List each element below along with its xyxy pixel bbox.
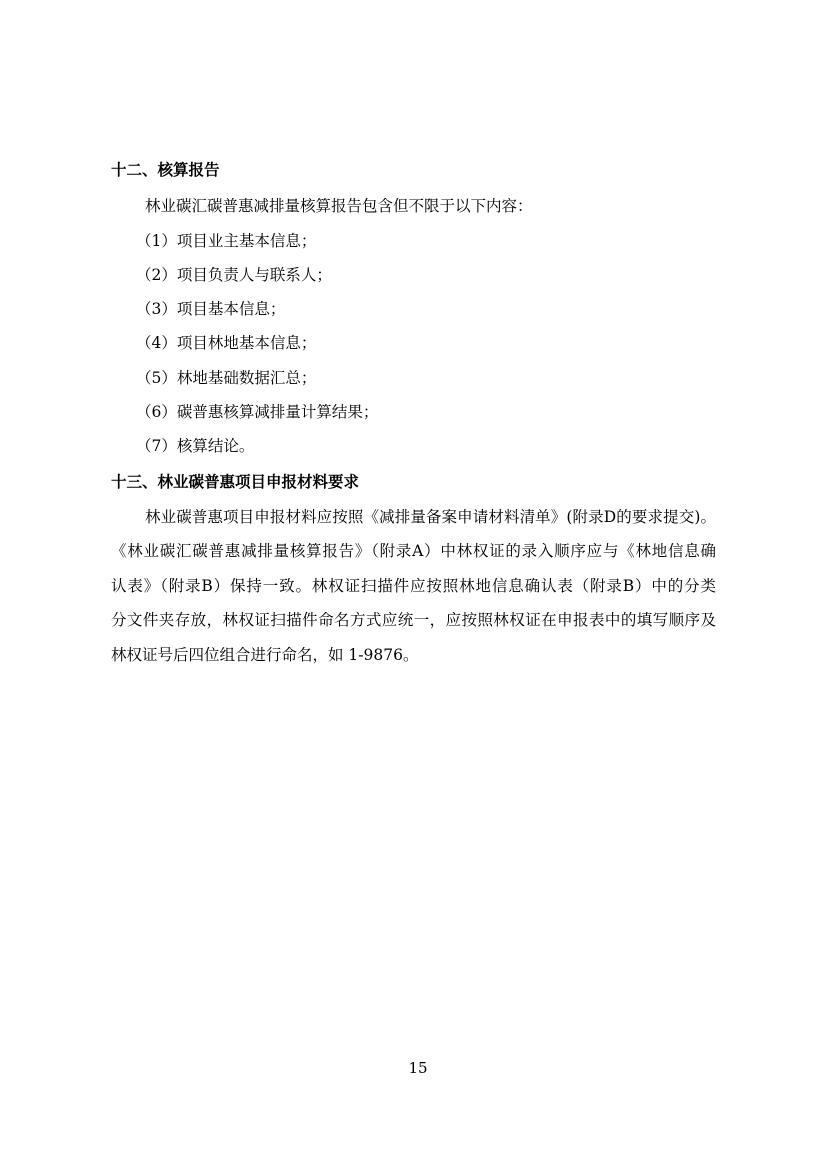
section-13-paragraph-line: 分文件夹存放，林权证扫描件命名方式应统一，应按照林权证在申报表中的填写顺序及 [111, 611, 716, 629]
section-12-intro: 林业碳汇碳普惠减排量核算报告包含但不限于以下内容： [145, 197, 533, 215]
section-13-paragraph-line: 林业碳普惠项目申报材料应按照《减排量备案申请材料清单》(附录D的要求提交)。 [145, 508, 716, 526]
list-item: （1）项目业主基本信息； [136, 232, 317, 250]
section-13-paragraph-line: 林权证号后四位组合进行命名，如 1-9876。 [111, 646, 419, 664]
page-number: 15 [408, 1059, 428, 1077]
list-item: （4）项目林地基本信息； [136, 334, 317, 352]
list-item: （3）项目基本信息； [136, 300, 286, 318]
list-item: （2）项目负责人与联系人； [136, 266, 332, 284]
list-item: （7）核算结论。 [136, 437, 255, 455]
section-13-paragraph-line: 认表》（附录B）保持一致。林权证扫描件应按照林地信息确认表（附录B）中的分类 [111, 577, 716, 595]
section-12-heading: 十二、核算报告 [111, 161, 220, 179]
list-item: （6）碳普惠核算减排量计算结果； [136, 403, 379, 421]
section-13-paragraph-line: 《林业碳汇碳普惠减排量核算报告》（附录A）中林权证的录入顺序应与《林地信息确 [111, 542, 716, 560]
list-item: （5）林地基础数据汇总； [136, 369, 317, 387]
section-13-heading: 十三、林业碳普惠项目申报材料要求 [111, 473, 360, 491]
